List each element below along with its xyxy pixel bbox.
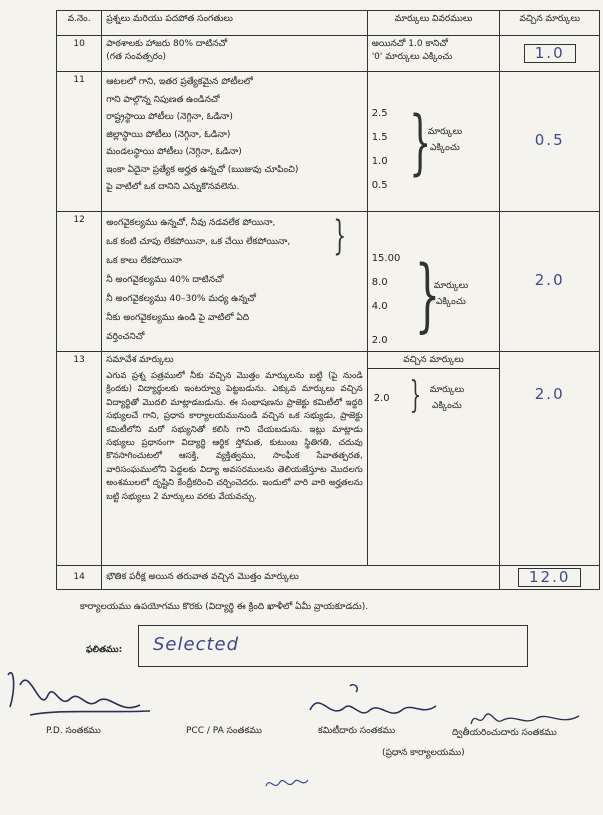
office-use-note: కార్యాలయము ఉపయోగము కొరకు (విద్యార్థి ఈ క్రింది ఖాళీలో ఏమీ వ్రాయకూడదు). [80,602,369,612]
committee-signature-icon [290,680,440,730]
side-note-line: మార్కులు [429,385,465,395]
table-row-11 [57,72,600,212]
desc-line: ఇంకా ఏదైనా ప్రత్యేక అర్హత ఉన్నచో (ఋజువు చూపించి) [106,164,299,175]
right-brace-icon: } [333,213,347,259]
row-serial: 11 [57,72,102,212]
marks-obtained-cell [500,72,600,212]
row-description [102,212,367,352]
row-marks-details [367,72,500,212]
right-brace-icon: } [408,101,432,183]
right-brace-icon: } [409,375,421,416]
pd-signature-label: P.D. సంతకము [46,726,101,736]
header-marks-obtained: వచ్చిన మార్కులు [500,11,600,36]
marks-line: '0' మార్కులు ఎక్కించు [371,52,453,62]
desc-line: నీ అంగవైకల్యము 40% దాటినచో [106,275,224,285]
handwritten-result: Selected [153,634,240,655]
marks-side-note [428,124,462,156]
marks-side-note [430,382,464,414]
marks-value: 8.0 [371,277,388,288]
marks-value: 1.0 [371,156,388,167]
handwritten-marks: 2.0 [534,385,565,403]
row-serial: 10 [57,36,102,72]
handwritten-marks: 0.5 [534,130,565,149]
marks-subheader: వచ్చిన మార్కులు [368,352,500,369]
desc-line: ఒక కంటి చూపు లేకపోయినా, ఒక చేయి లేకపోయినా, [106,237,291,247]
marks-line: అయినచో 1.0 కానిచో [371,39,448,49]
desc-line: నీ అంగవైకల్యము 40–30% మధ్య ఉన్నచో [106,294,256,304]
row-description [102,352,367,566]
table-row-12 [57,212,600,352]
committee-signature-label: కమిటీదారు సంతకము [318,726,396,736]
marks-value: 2.0 [371,335,388,346]
table-row-10 [57,36,600,72]
desc-line: జిల్లాస్థాయి పోటీలు (నెగ్గినా, ఓడినా) [106,129,231,140]
row-marks-details [367,212,500,352]
header-marks-details: మార్కులు వివరములు [367,11,500,36]
marks-value: 2.0 [373,393,390,404]
pcc-signature-label: PCC / PA సంతకము [186,726,262,736]
result-box [138,625,528,667]
row-marks-details [367,36,500,72]
desc-line: మండలస్థాయి పోటీలు (నెగ్గినా, ఓడినా) [106,147,242,157]
marks-side-note [434,278,468,310]
handwritten-marks: 2.0 [534,270,565,289]
row-description: భౌతిక పరీక్ష అయిన తరువాత వచ్చిన మొత్తం మార్కులు [102,566,500,590]
row-serial: 12 [57,212,102,352]
handwritten-scribble-icon [262,770,312,796]
row-description [102,36,367,72]
handwritten-marks: 1.0 [524,44,576,63]
desc-line: ఒక కాలు లేకపోయినా [106,256,182,266]
result-label: ఫలితము: [86,645,123,655]
side-note-line: మార్కులు [433,281,469,291]
marks-table [56,10,600,590]
marks-obtained-cell [500,36,600,72]
representative-signature-label: ద్వితీయరించుదారు సంతకము [452,728,557,738]
marks-obtained-cell [500,352,600,566]
marks-obtained-cell [500,566,600,590]
table-row-13 [57,352,600,566]
row-title: సమావేశ మార్కులు [106,355,174,365]
right-brace-icon: } [414,248,440,341]
handwritten-total-marks: 12.0 [518,568,581,587]
row-serial: 14 [57,566,102,590]
desc-line: గాని పాల్గొన్న నిపుణత ఉండినచో [106,94,220,105]
marks-obtained-cell [500,212,600,352]
header-description: ప్రశ్నలు మరియు పదపోత సంగతులు [102,11,367,36]
marks-value: 2.5 [371,108,388,119]
row-marks-details [367,352,500,566]
desc-line: పాఠశాలకు హాజరు 80% దాటినచో [106,39,228,49]
desc-line: వర్తించనిచో [106,332,145,342]
desc-line: రాష్ట్రస్థాయి పోటీలు (నెగ్గినా, ఓడినా) [106,112,233,122]
row-serial: 13 [57,352,102,566]
desc-line: నీకు అంగవైకల్యము ఉండి పై వాటిలో ఏది [106,313,250,323]
side-note-line: ఎక్కించు [432,401,462,411]
marks-value: 1.5 [371,132,388,143]
desc-line: ఆటలలో గాని, ఇతర ప్రత్యేకమైన పోటీలలో [106,77,253,87]
marks-value: 4.0 [371,301,388,312]
interview-paragraph: ఎగువ ప్రశ్న పత్రములో నీకు వచ్చిన మొత్తం మార్కులను బట్టి (పై నుండి క్రిందకు) విద్యార్థులకు ఇంటర్వ్యూ పెట్టబడును. ఎక్కువ మార్కులు వచ్చిన విద్యార్థితో మొదలి మాట్లాడబడును. ఈ సంభాషణను ప్రాజెక్టు కమిటీలో ఇద్దరి సభ్యులచే గాని, ప్రధాన కార్యాలయమునుండి వచ్చిన ఒక సభ్యుడు, ప్రాజెక్టు కమిటీలోని మరో సభ్యునితో కలిసి గాని చేయబడును. ఇట్లు మాట్లాడు సభ్యులు ప్రధానంగా విద్యార్థి ఆర్థిక స్తోమత, కుటుంబ స్థితిగతి, చదువు కొనసాగించుటలో ఆసక్తి, వ్యక్తిత్వము, సాంఘీక సేవాతత్పరత, వారిసంఘములోని పెద్దలకు విద్యా అవసరములను తెలియజేస్తూట మొదలగు అంశములలో దృష్టిని కేంద్రీకరించి చర్చించెదరు. ఇందులో వారి వారి అర్హతలను బట్టి సభ్యులు 2 మార్కులు వరకు వేయవచ్చు. [106,371,363,502]
pd-signature-icon [0,655,160,735]
head-office-label: (ప్రధాన కార్యాలయము) [382,748,465,758]
side-note-line: ఎక్కించు [430,143,460,153]
desc-line: అంగవైకల్యము ఉన్నచో, నీవు నడవలేక పోయినా, [106,218,276,228]
desc-line: (గత సంవత్సరం) [106,52,167,62]
header-serial: వ.నెం. [57,11,102,36]
table-header-row [57,11,600,36]
marks-value: 15.00 [371,253,401,264]
table-row-14 [57,566,600,590]
desc-line: పై వాటిలో ఒక దానిని ఎన్నుకొనవలెను. [106,182,240,192]
marks-value: 0.5 [371,180,388,191]
side-note-line: మార్కులు [427,127,463,137]
row-description [102,72,367,212]
side-note-line: ఎక్కించు [436,297,466,307]
